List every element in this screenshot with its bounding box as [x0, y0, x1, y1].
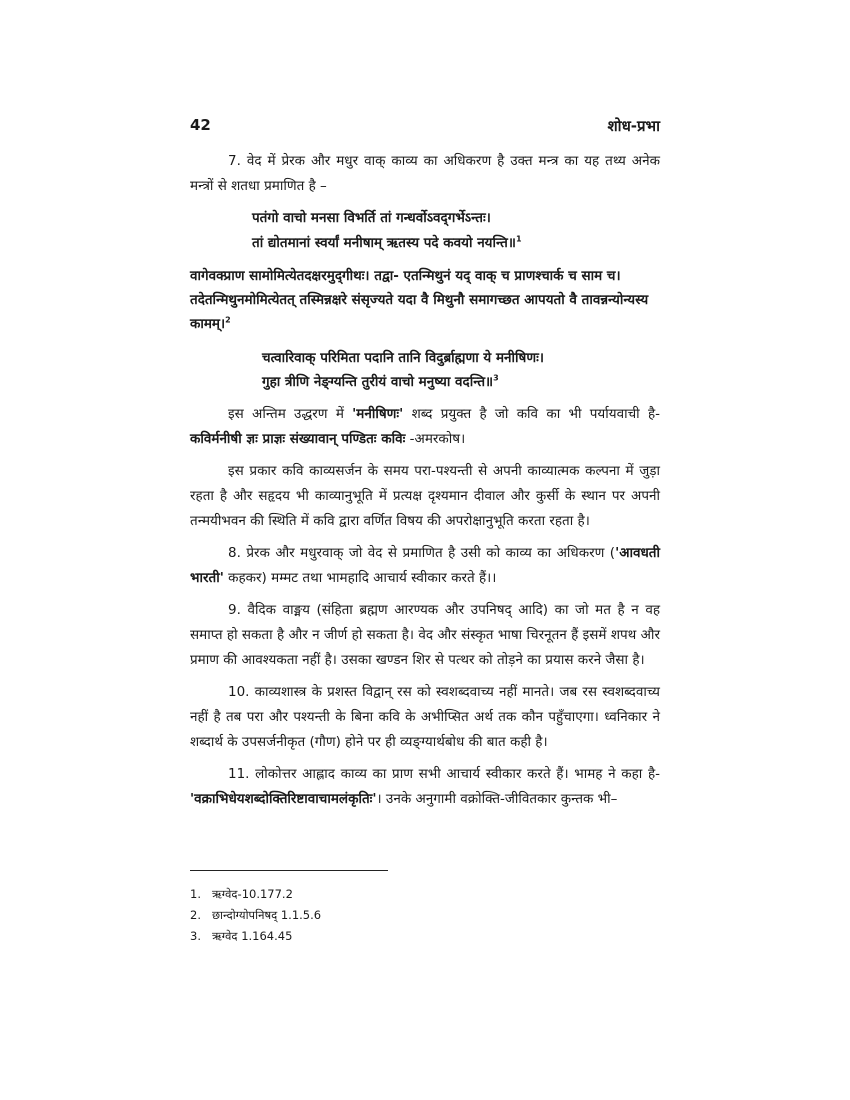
- verse-1: [252, 206, 660, 256]
- paragraph-prakar: इस प्रकार कवि काव्यसर्जन के समय परा-पश्यन्ती से अपनी काव्यात्मक कल्पना में जुड़ा रहता है और सहृदय भी काव्यानुभूति में प्रत्यक्ष दृश्यमान दीवाल और कुर्सी के स्थान पर अपनी तन्मयीभवन की स्थिति में कवि द्वारा वर्णित विषय की अपरोक्षानुभूति करता रहता है।: [190, 463, 660, 529]
- text-run: 11. लोकोत्तर आह्लाद काव्य का प्राण सभी आचार्य स्वीकार करते हैं। भामह ने कहा है-: [228, 766, 660, 782]
- page-body: [190, 149, 660, 819]
- footnote-number: 3.: [190, 929, 201, 943]
- verse-1-line-1: पतंगो वाचो मनसा विभर्ति तां गन्धर्वोऽवद्‌गर्भेऽन्तः।: [252, 210, 491, 226]
- footnote-text: छान्दोग्योपनिषद् 1.1.5.6: [212, 908, 322, 922]
- verse-2-line-2-text: गुहा त्रीणि नेङ्ग्यन्ति तुरीयं वाचो मनुष्या वदन्ति॥: [262, 374, 494, 390]
- running-title: शोध-प्रभा: [607, 117, 660, 135]
- verse-1-line-2: [252, 231, 660, 256]
- footnote-text: ऋग्वेद-10.177.2: [212, 887, 293, 901]
- page-number: 42: [190, 116, 211, 134]
- verse-2-line-2: [262, 370, 660, 394]
- prose-quote: [190, 264, 660, 336]
- text-run: इस अन्तिम उद्धरण में: [228, 406, 353, 422]
- footnote-ref-2: 2: [225, 315, 231, 325]
- page-header: [190, 116, 660, 140]
- footnote-divider: [190, 870, 388, 871]
- footnote-3: [190, 926, 321, 947]
- paragraph-7: 7. वेद में प्रेरक और मधुर वाक् काव्य का अधिकरण है उक्त मन्त्र का यह तथ्य अनेक मन्त्रों से शतधा प्रमाणित है –: [190, 153, 660, 194]
- text-run: । उनके अनुगामी वक्रोक्ति-जीवितकार कुन्तक भी–: [376, 791, 618, 807]
- text-run: -अमरकोष।: [405, 431, 466, 447]
- verse-2: [262, 346, 660, 394]
- verse-1-line-2-text: तां द्योतमानां स्वर्यां मनीषाम् ऋतस्य पदे कवयो नयन्ति॥: [252, 235, 516, 251]
- paragraph-10: 10. काव्यशास्त्र के प्रशस्त विद्वान् रस को स्वशब्दवाच्य नहीं मानते। जब रस स्वशब्दवाच्य नहीं है तब परा और पश्यन्ती के बिना कवि के अभीप्सित अर्थ तक कौन पहुँचाएगा। ध्वनिकार ने शब्दार्थ के उपसर्जनीकृत (गौण) होने पर ही व्यङ्ग्यार्थबोध की बात कही है।: [190, 684, 660, 750]
- footnote-number: 2.: [190, 908, 201, 922]
- paragraph-uddharan: [190, 402, 660, 452]
- bold-quote: 'वक्राभिधेयशब्दोक्तिरिष्टावाचामलंकृतिः': [190, 791, 377, 807]
- text-run: कहकर) मम्मट तथा भामहादि आचार्य स्वीकार करते हैं।।: [223, 570, 497, 586]
- text-run: 8. प्रेरक और मधुरवाक् जो वेद से प्रमाणित है उसी को काव्य का अधिकरण (: [228, 545, 616, 561]
- paragraph-8: [190, 541, 660, 591]
- bold-term: 'आवधती भारती': [190, 545, 660, 586]
- text-run: शब्द प्रयुक्त है जो कवि का भी पर्यायवाची है-: [403, 406, 660, 422]
- bold-quote: कविर्मनीषी ज्ञः प्राज्ञः संख्यावान् पण्डितः कविः: [190, 431, 406, 447]
- paragraph-11: [190, 762, 660, 812]
- footnote-ref-3: 3: [493, 373, 499, 383]
- footnote-1: [190, 884, 321, 905]
- footnote-number: 1.: [190, 887, 201, 901]
- paragraph-9: 9. वैदिक वाङ्मय (संहिता ब्रह्मण आरण्यक और उपनिषद् आदि) का जो मत है न वह समाप्त हो सकता है और न जीर्ण हो सकता है। वेद और संस्कृत भाषा चिरनूतन हैं इसमें शपथ और प्रमाण की आवश्यकता नहीं है। उसका खण्डन शिर से पत्थर को तोड़ने का प्रयास करने जैसा है।: [190, 602, 660, 668]
- verse-2-line-1: चत्वारिवाक् परिमिता पदानि तानि विदुर्ब्राह्मणा ये मनीषिणः।: [262, 350, 544, 366]
- bold-term: 'मनीषिणः': [352, 406, 404, 422]
- footnote-ref-1: 1: [515, 234, 522, 244]
- footnote-2: [190, 905, 321, 926]
- footnotes: [190, 884, 321, 947]
- footnote-text: ऋग्वेद 1.164.45: [212, 929, 293, 943]
- prose-quote-text: वागेवक्प्राण सामोमित्येतदक्षरमुद्‌गीथः। तद्वा- एतन्मिथुनं यद् वाक् च प्राणश्चार्क च साम च। तदेतन्मिथुनमोमित्येतत् तस्मिन्नक्षरे संसृज्यते यदा वै मिथुनौ समागच्छत आपयतो वै तावन्नन्योन्यस्य कामम्।: [190, 268, 649, 332]
